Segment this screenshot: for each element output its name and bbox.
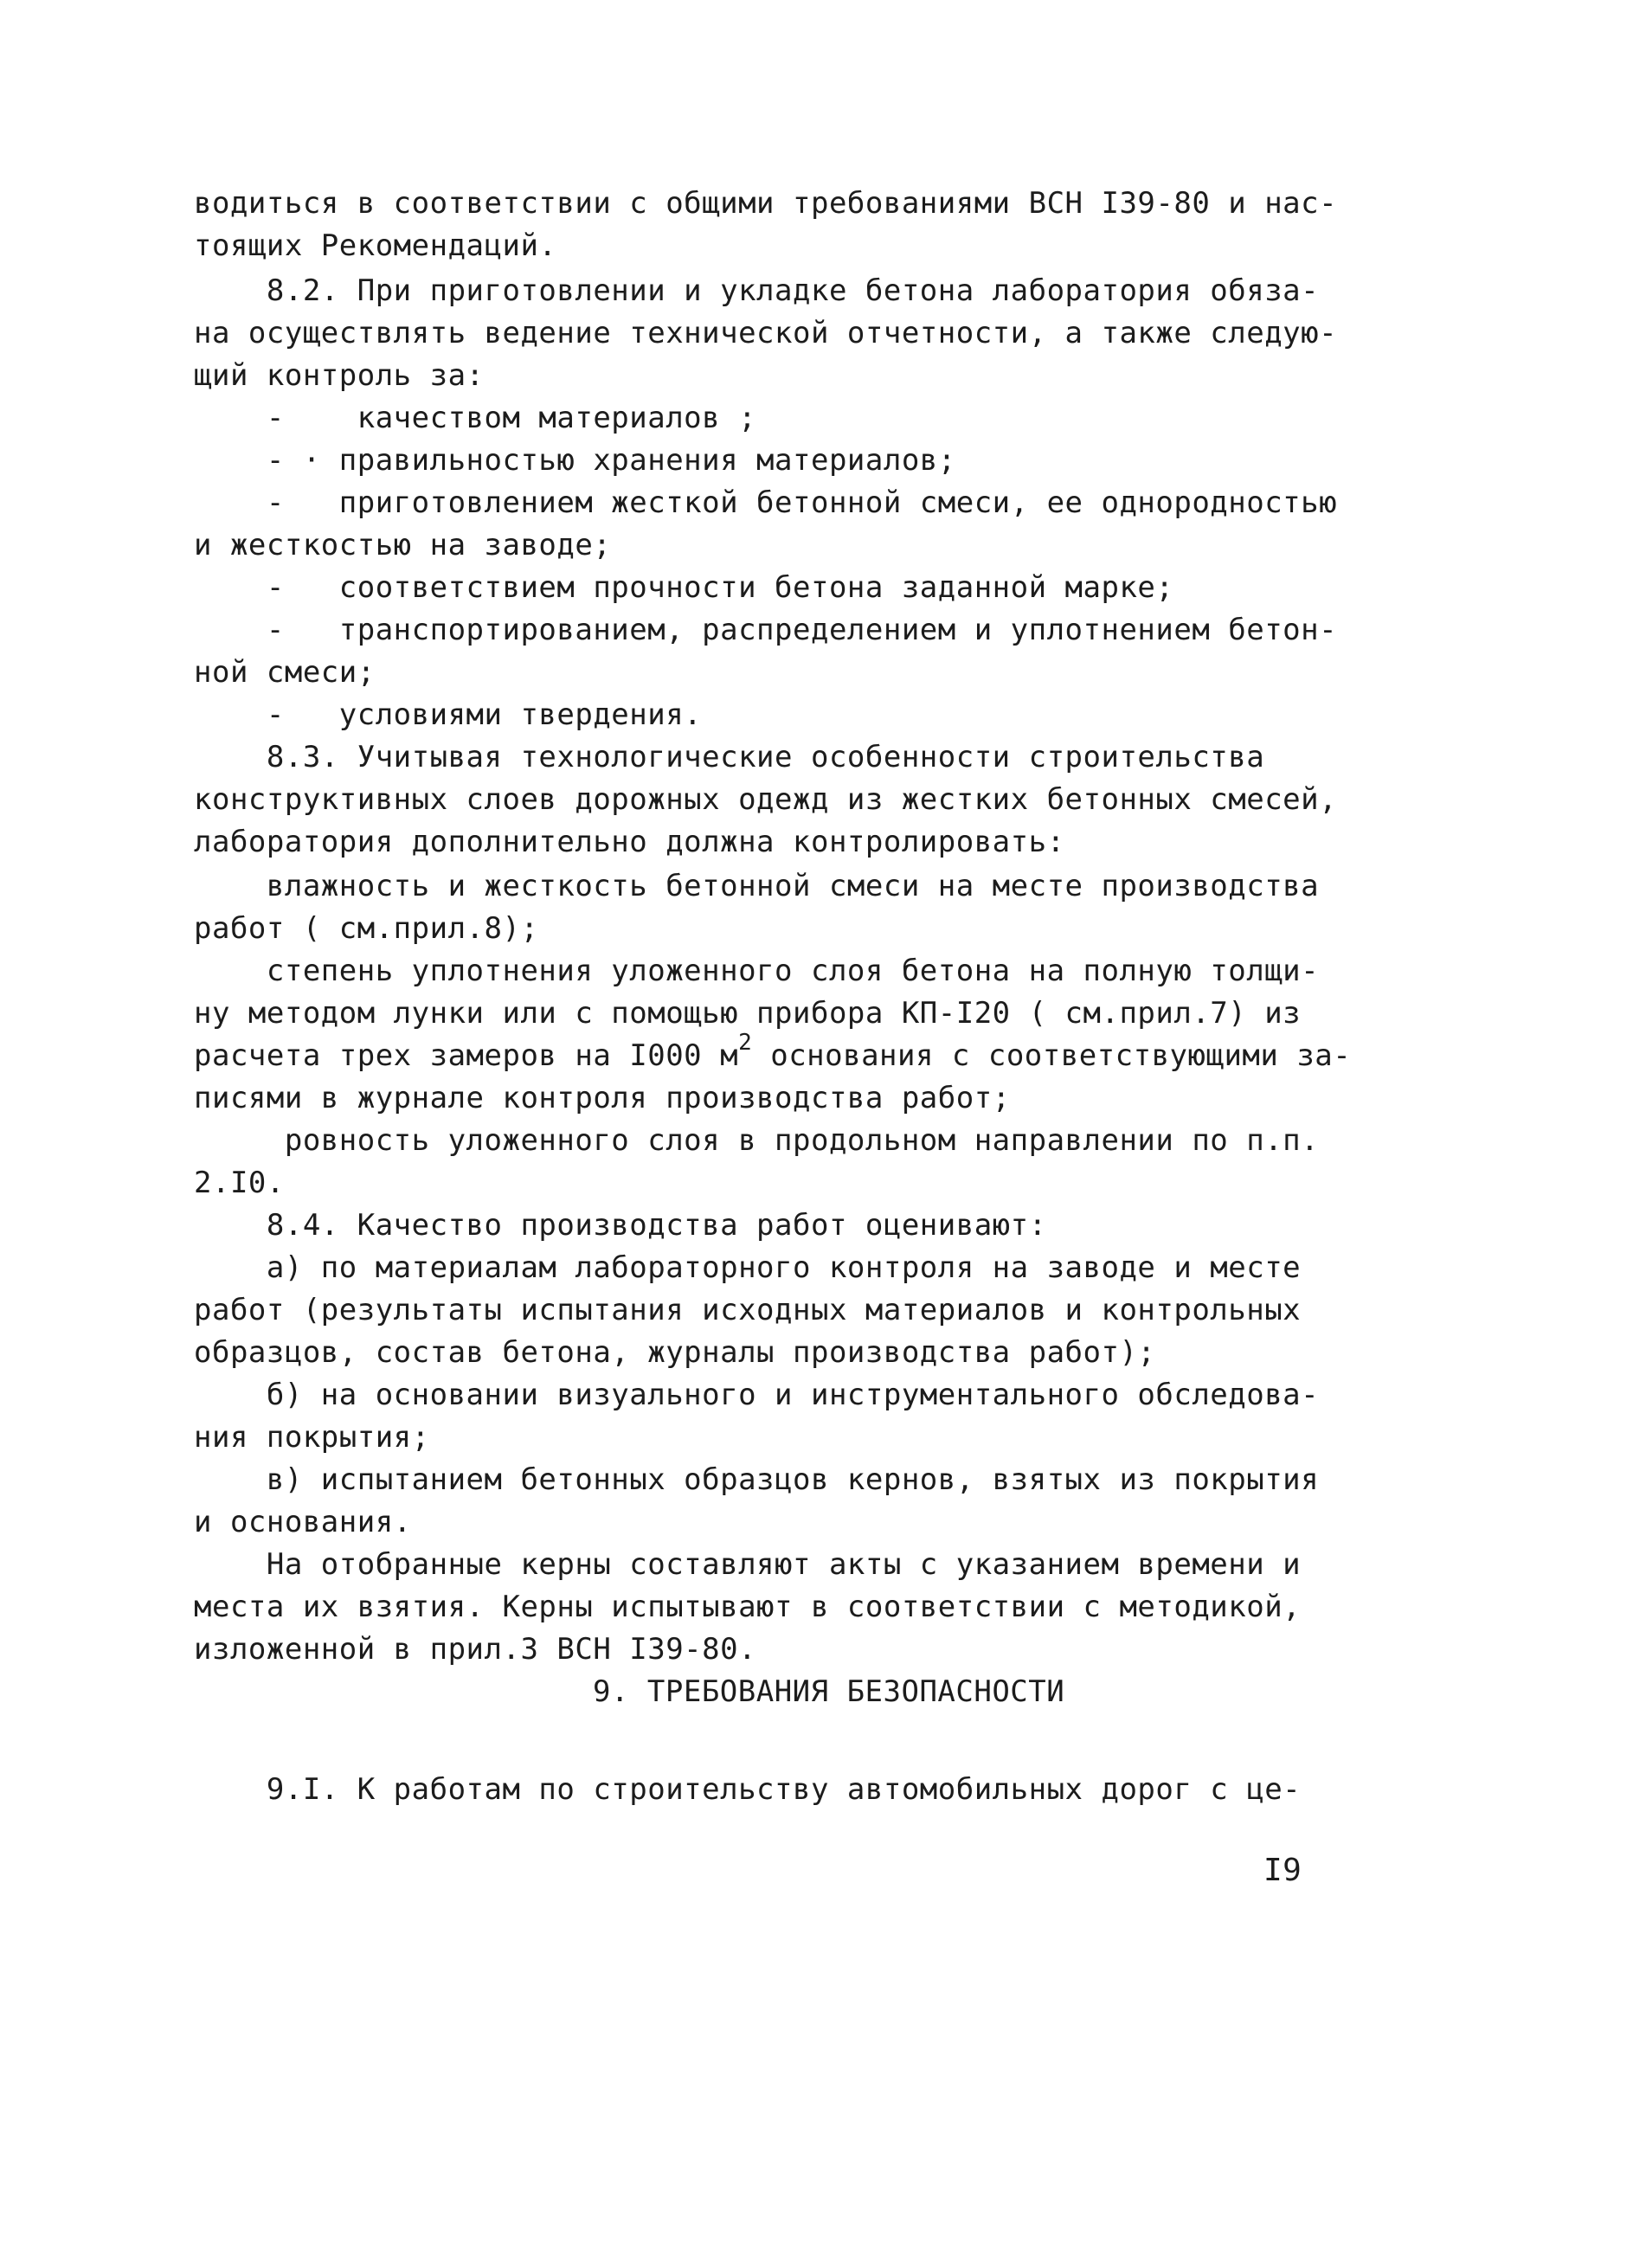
section-heading: 9. ТРЕБОВАНИЯ БЕЗОПАСНОСТИ — [593, 1674, 1065, 1709]
text-line: 8.3. Учитывая технологические особенности строительства — [194, 740, 1265, 774]
text-line: образцов, состав бетона, журналы производства работ); — [194, 1335, 1156, 1370]
text-line: работ (результаты испытания исходных материалов и контрольных — [194, 1293, 1302, 1327]
text-line: щий контроль за: — [194, 358, 485, 393]
text-line: места их взятия. Керны испытывают в соответствии с методикой, — [194, 1590, 1302, 1624]
text-line: На отобранные керны составляют акты с указанием времени и — [194, 1547, 1302, 1582]
page-number: I9 — [1263, 1853, 1302, 1888]
text-line: - условиями твердения. — [194, 697, 703, 732]
text-line: ну методом лунки или с помощью прибора КП-I20 ( см.прил.7) из — [194, 996, 1302, 1031]
text-line: степень уплотнения уложенного слоя бетона на полную толщи- — [194, 954, 1320, 988]
text-line: писями в журнале контроля производства работ; — [194, 1081, 1011, 1115]
text-line: влажность и жесткость бетонной смеси на месте производства — [194, 869, 1320, 903]
text-line: - транспортированием, распределением и уплотнением бетон- — [194, 613, 1338, 647]
text-line: 9.I. К работам по строительству автомобильных дорог с це- — [194, 1772, 1302, 1807]
text-line: 2.I0. — [194, 1166, 285, 1200]
text-line: ровность уложенного слоя в продольном направлении по п.п. — [194, 1123, 1320, 1158]
text-line: ной смеси; — [194, 655, 376, 690]
text-line: на осуществлять ведение технической отчетности, а также следую- — [194, 316, 1338, 350]
text-line: - приготовлением жесткой бетонной смеси, ее однородностью — [194, 485, 1338, 520]
text-line: тоящих Рекомендаций. — [194, 228, 557, 263]
text-line: 8.2. При приготовлении и укладке бетона лаборатория обяза- — [194, 273, 1320, 308]
text-line: 8.4. Качество производства работ оценивают: — [194, 1208, 1047, 1243]
text-line: конструктивных слоев дорожных одежд из жестких бетонных смесей, — [194, 782, 1338, 817]
text-line: изложенной в прил.3 ВСН I39-80. — [194, 1632, 757, 1667]
text-line: в) испытанием бетонных образцов кернов, взятых из покрытия — [194, 1462, 1320, 1497]
text-line — [194, 1029, 1352, 1076]
text-segment: основания с соответствующими за- — [752, 1038, 1352, 1073]
text-line: работ ( см.прил.8); — [194, 911, 539, 946]
superscript: 2 — [738, 1029, 753, 1056]
text-line: а) по материалам лабораторного контроля на заводе и месте — [194, 1250, 1302, 1285]
text-line: и основания. — [194, 1505, 412, 1539]
text-line: лаборатория дополнительно должна контролировать: — [194, 825, 1065, 859]
text-line: б) на основании визуального и инструментального обследова- — [194, 1378, 1320, 1412]
text-line: ния покрытия; — [194, 1420, 430, 1455]
text-segment: расчета трех замеров на I000 м — [194, 1038, 739, 1073]
text-line: - качеством материалов ; — [194, 401, 757, 435]
text-line: водиться в соответствии с общими требованиями ВСН I39-80 и нас- — [194, 186, 1338, 221]
text-line: - соответствием прочности бетона заданной марке; — [194, 570, 1174, 605]
text-line: - · правильностью хранения материалов; — [194, 443, 956, 478]
text-line: и жесткостью на заводе; — [194, 528, 612, 562]
